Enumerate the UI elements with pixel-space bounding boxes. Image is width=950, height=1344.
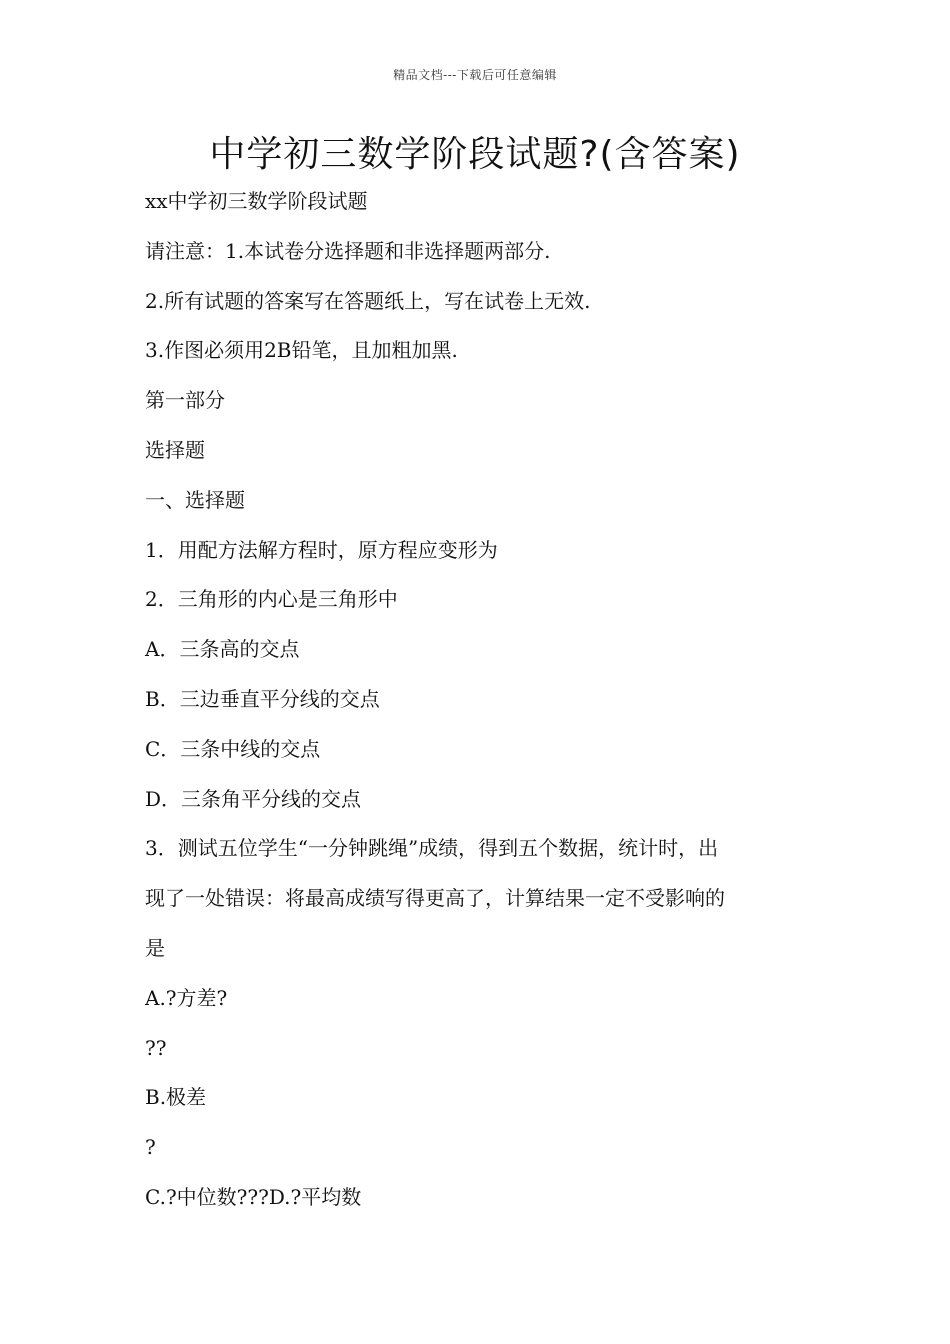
notice-line-1: 请注意：1.本试卷分选择题和非选择题两部分.	[145, 238, 551, 263]
question-3-line-3: 是	[145, 935, 165, 960]
question-3-option-b: B.极差	[145, 1085, 207, 1110]
question-3-option-a: A.?方差?	[145, 985, 228, 1010]
document-body	[145, 185, 815, 1231]
document-title: 中学初三数学阶段试题?(含答案)	[209, 134, 741, 175]
notice-line-3: 3.作图必须用2B铅笔，且加粗加黑.	[145, 338, 458, 363]
question-3-options-c-d: C.?中位数???D.?平均数	[145, 1184, 362, 1209]
question-2-option-d: D．三条角平分线的交点	[145, 786, 362, 811]
question-1: 1．用配方法解方程时，原方程应变形为	[145, 537, 498, 562]
question-2-option-c: C．三条中线的交点	[145, 736, 321, 761]
question-3-line-1: 3．测试五位学生“一分钟跳绳”成绩，得到五个数据，统计时，出	[145, 836, 719, 861]
question-2-option-b: B．三边垂直平分线的交点	[145, 686, 380, 711]
question-3-line-2: 现了一处错误：将最高成绩写得更高了，计算结果一定不受影响的	[145, 886, 725, 911]
page-header-watermark: 精品文档---下载后可任意编辑	[393, 68, 557, 82]
subtitle-line: xx中学初三数学阶段试题	[145, 189, 368, 213]
placeholder-line-1: ??	[145, 1035, 167, 1060]
placeholder-line-2: ?	[145, 1135, 156, 1160]
question-2: 2．三角形的内心是三角形中	[145, 587, 398, 612]
notice-line-2: 2.所有试题的答案写在答题纸上，写在试卷上无效.	[145, 288, 591, 313]
question-type-heading: 一、选择题	[145, 487, 245, 512]
part-heading: 第一部分	[145, 388, 225, 413]
question-2-option-a: A．三条高的交点	[145, 637, 300, 662]
section-heading: 选择题	[145, 437, 205, 462]
